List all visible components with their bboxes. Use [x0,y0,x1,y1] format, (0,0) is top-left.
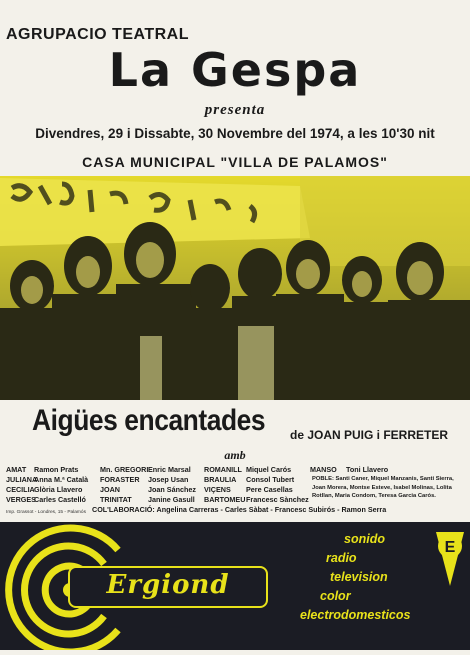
cast-row [100,485,196,495]
role-name: Mn. GREGORI [100,465,149,474]
cast-row [204,475,309,485]
cast-column-4 [310,465,388,475]
cast-row [6,495,88,505]
theatre-group-name: AGRUPACIO TEATRAL [6,26,190,43]
role-name: TRINITAT [100,495,132,504]
service-item: electrodomesticos [300,608,411,622]
service-item: color [320,589,351,603]
role-name: VIÇENS [204,485,231,494]
cast-row [6,485,88,495]
actor-name: Francesc Sànchez [246,495,309,504]
cast-row [6,475,88,485]
role-name: BARTOMEU [204,495,246,504]
crowd-photo-image [0,176,470,400]
poble-list: POBLE: Santi Caner, Miquel Manzanis, Santi Sierra, Joan Morera, Montse Esteve, Isabel Molinas, Lolita Rotllan, Maria Condom, Teresa Garcia Carós. [312,476,454,499]
cast-column-1 [6,465,88,505]
actor-name: Toni Llavero [346,465,389,474]
cast-column-3 [204,465,309,505]
service-item: radio [326,551,357,565]
brand-logo: Ergiond [106,570,230,600]
actor-name: Ramon Prats [34,465,79,474]
actor-name: Glòria Llavero [34,485,83,494]
presenta-text: presenta [204,102,266,118]
performance-dates: Divendres, 29 i Dissabte, 30 Novembre del 1974, a les 10'30 nit [35,126,435,141]
actor-name: Josep Usan [148,475,189,484]
role-name: MANSO [310,465,337,474]
actor-name: Consol Tubert [246,475,295,484]
cast-row [310,465,388,475]
role-name: BRAULIA [204,475,237,484]
printer-credit: Imp. Grassot - Londres, 15 - Palamós [6,510,86,515]
cast-row [100,475,196,485]
role-name: FORASTER [100,475,140,484]
cast-row [6,465,88,475]
role-name: JULIANA [6,475,38,484]
role-name: ROMANILL [204,465,242,474]
cast-row [204,485,309,495]
cast-column-2 [100,465,196,505]
role-name: AMAT [6,465,27,474]
actor-name: Janine Gasull [148,495,195,504]
amb-text: amb [224,448,246,462]
role-name: JOAN [100,485,120,494]
play-author: de JOAN PUIG i FERRETER [290,428,449,442]
role-name: VERGES [6,495,36,504]
venue: CASA MUNICIPAL "VILLA DE PALAMOS" [82,154,388,170]
play-title: Aigües encantades [32,404,266,437]
badge-letter: E [444,539,456,556]
actor-name: Pere Casellas [246,485,293,494]
company-title: La Gespa [108,43,362,97]
service-item: television [330,570,388,584]
cast-row [100,465,196,475]
cast-row [204,495,309,505]
cast-row [100,495,196,505]
collaboration-credits: COL'LABORACIÓ: Angelina Carreras - Carles Sàbat - Francesc Subirós - Ramon Serra [92,505,387,514]
services-list [300,530,410,625]
actor-name: Enric Marsal [148,465,191,474]
cast-row [204,465,309,475]
actor-name: Carles Castelló [34,495,86,504]
actor-name: Joan Sánchez [148,485,196,494]
actor-name: Anna M.ª Català [34,475,89,484]
protest-photo [0,176,470,400]
actor-name: Miquel Carós [246,465,292,474]
service-item: sonido [344,532,385,546]
role-name: CECILIA [6,485,35,494]
